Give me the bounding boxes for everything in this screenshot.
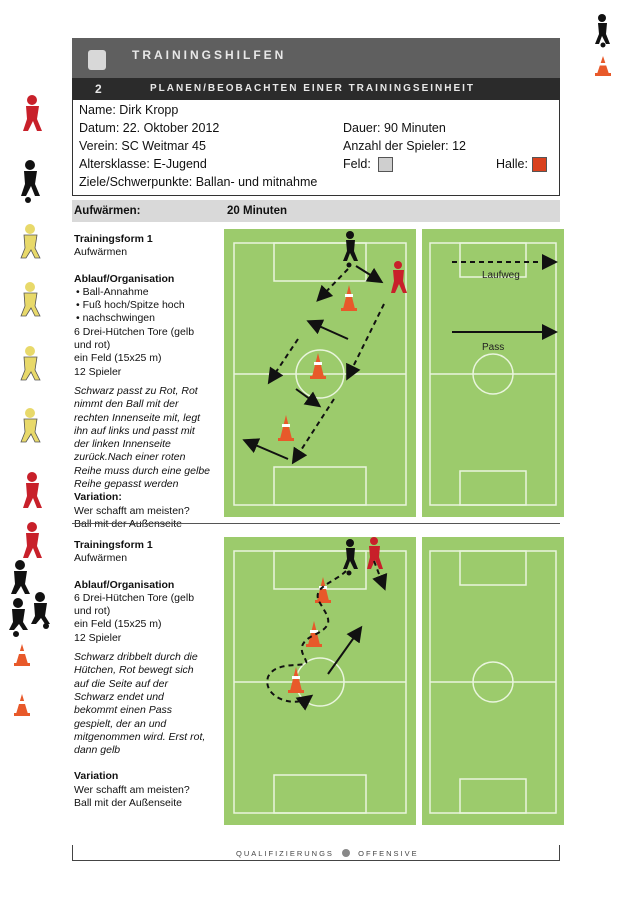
session-goals: Ziele/Schwerpunkte: Ballan- und mitnahme: [79, 175, 318, 189]
block2-variation-line: Wer schafft am meisten?: [74, 783, 190, 796]
block2-variation-title: Variation: [74, 770, 119, 783]
header-number: 2: [95, 82, 102, 96]
block2-desc-line: Schwarz endet und: [74, 690, 164, 703]
block1-desc-line: Reihe gepasst werden: [74, 478, 179, 491]
block1-desc-line: nimmt den Ball mit der: [74, 398, 179, 411]
block1-desc-line: Schwarz passt zu Rot, Rot: [74, 384, 198, 397]
player-black-icon: [11, 560, 30, 594]
header-title: TRAININGSHILFEN: [132, 48, 287, 62]
block1-text: [74, 233, 214, 531]
footer-right: OFFENSIVE: [358, 849, 419, 858]
player-black-icon: [9, 598, 28, 637]
player-black-icon: [21, 160, 40, 203]
block1-org-line: und rot): [74, 339, 111, 352]
block2-org-line: 12 Spieler: [74, 631, 122, 644]
player-red-icon: [23, 522, 42, 558]
session-duration: Dauer: 90 Minuten: [343, 121, 446, 135]
block1-variation-title: Variation:: [74, 491, 122, 504]
block1-desc-line: Reihe muss durch eine gelbe: [74, 464, 210, 477]
pitch-left: [224, 537, 416, 825]
block2-desc-line: Hütchen, Rot bewegt sich: [74, 664, 194, 677]
block1-org-line: ein Feld (15x25 m): [74, 352, 162, 365]
warmup-bar: [72, 200, 560, 222]
block1-desc-line: ihn auf links und passt mit: [74, 424, 195, 437]
block2-desc-line: dann gelb: [74, 744, 121, 757]
trainer-name: Name: Dirk Kropp: [79, 103, 179, 117]
pitch-right: [422, 537, 564, 825]
warmup-label: Aufwärmen:: [74, 205, 141, 217]
block2-org-line: ein Feld (15x25 m): [74, 618, 162, 631]
hall-label: Halle:: [496, 157, 528, 171]
player-red-icon: [23, 472, 42, 508]
field-checkbox[interactable]: [378, 157, 393, 172]
block2-subtitle: Aufwärmen: [74, 552, 128, 565]
player-yellow-icon: [21, 282, 40, 316]
block1-desc-line: rechten Innenseite mit, legt: [74, 411, 201, 424]
player-yellow-icon: [21, 408, 40, 442]
footer-logo-icon: [342, 849, 350, 857]
legend-laufweg-label: Laufweg: [482, 270, 520, 281]
cone-icon: [595, 56, 611, 76]
block2-org-title: Ablauf/Organisation: [74, 578, 175, 591]
player-count: Anzahl der Spieler: 12: [343, 139, 466, 153]
block1-subtitle: Aufwärmen: [74, 246, 128, 259]
block2-variation-line: Ball mit der Außenseite: [74, 797, 182, 810]
block2-desc-line: mitgenommen wird. Erst rot,: [74, 730, 206, 743]
field-label: Feld:: [343, 157, 371, 171]
block1-org-line: 6 Drei-Hütchen Tore (gelb: [74, 325, 195, 338]
dfb-logo-icon: [88, 50, 106, 70]
session-info-box: [72, 100, 560, 196]
player-black-icon: [595, 14, 610, 48]
block1-org-title: Ablauf/Organisation: [74, 272, 175, 285]
block1-variation-line: [74, 518, 214, 531]
block2-org-line: und rot): [74, 605, 111, 618]
footer-text: [236, 849, 419, 858]
block1-title: Trainingsform 1: [74, 233, 153, 245]
hall-checkbox[interactable]: [532, 157, 547, 172]
block2-title: Trainingsform 1: [74, 539, 153, 551]
block1-bullet: • Fuß hoch/Spitze hoch: [76, 299, 185, 312]
header-subtitle: PLANEN/BEOBACHTEN EINER TRAININGSEINHEIT: [150, 83, 476, 94]
block2-desc-line: bekommt einen Pass: [74, 704, 173, 717]
footer-left: QUALIFIZIERUNGS: [236, 849, 334, 858]
block2-diagram: [224, 537, 566, 827]
block1-bullet: • Ball-Annahme: [76, 285, 149, 298]
block1-bullet: • nachschwingen: [76, 312, 155, 325]
block2-desc-line: Schwarz dribbelt durch die: [74, 651, 198, 664]
warmup-duration: 20 Minuten: [227, 205, 288, 217]
block1-desc-line: der linken Innenseite: [74, 438, 171, 451]
block1-org-line: 12 Spieler: [74, 365, 122, 378]
block2-org-line: 6 Drei-Hütchen Tore (gelb: [74, 591, 195, 604]
section-divider: [72, 523, 560, 524]
block2-desc-line: gespielt, der an und: [74, 717, 167, 730]
session-date: Datum: 22. Oktober 2012: [79, 121, 220, 135]
legend-pass-label: Pass: [482, 342, 505, 353]
block1-variation-line: Wer schafft am meisten?: [74, 504, 190, 517]
block1-desc-line: zurück.Nach einer roten: [74, 451, 186, 464]
cone-icon: [14, 644, 30, 666]
player-yellow-icon: [21, 346, 40, 380]
player-red-icon: [23, 95, 42, 131]
player-yellow-icon: [21, 224, 40, 258]
block2-text: [74, 539, 214, 810]
age-group: Altersklasse: E-Jugend: [79, 157, 207, 171]
player-black-icon: [31, 592, 50, 629]
block2-desc-line: auf die Seite auf der: [74, 677, 168, 690]
cone-icon: [14, 694, 30, 716]
block1-diagram: [224, 229, 566, 519]
club-name: Verein: SC Weitmar 45: [79, 139, 206, 153]
